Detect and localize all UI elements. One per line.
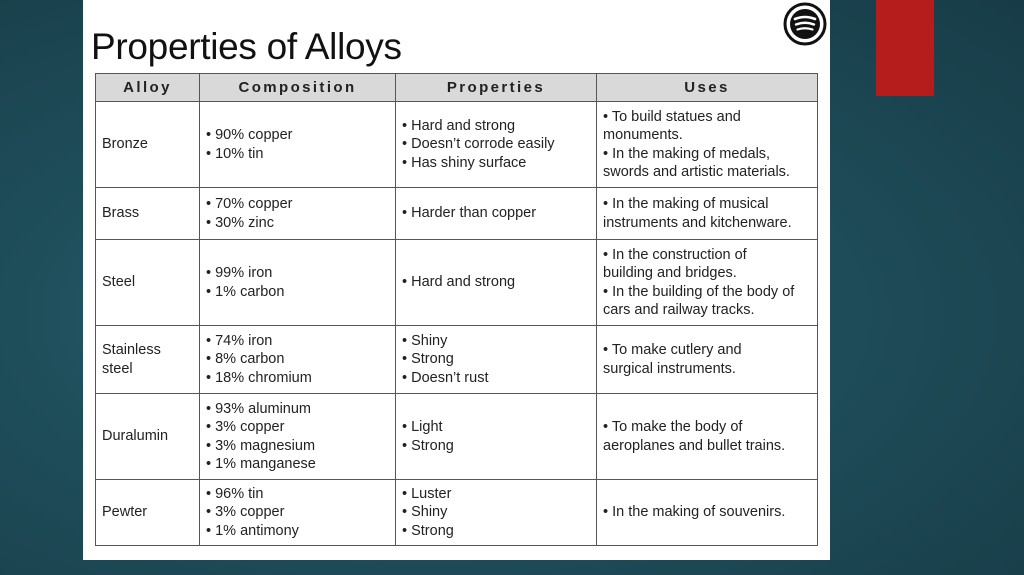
cell-uses bbox=[597, 102, 818, 188]
cell-properties bbox=[396, 480, 597, 546]
properties-line: • Doesn’t rust bbox=[402, 369, 489, 386]
composition-line: • 8% carbon bbox=[206, 351, 285, 368]
composition-line: • 18% chromium bbox=[206, 369, 312, 386]
uses-line: cars and railway tracks. bbox=[603, 302, 755, 318]
cell-composition bbox=[200, 394, 396, 480]
cell-uses bbox=[597, 480, 818, 546]
composition-line: • 3% magnesium bbox=[206, 437, 316, 454]
uses-line: • To make the body of bbox=[603, 419, 743, 435]
table-row bbox=[96, 188, 818, 240]
composition-line: • 93% aluminum bbox=[206, 400, 312, 417]
properties-line: • Strong bbox=[402, 437, 454, 454]
cell-properties bbox=[396, 188, 597, 240]
properties-line: • Hard and strong bbox=[402, 117, 516, 134]
cell-uses bbox=[597, 240, 818, 326]
cell-properties bbox=[396, 394, 597, 480]
composition-line: • 30% zinc bbox=[206, 214, 274, 231]
composition-line: • 10% tin bbox=[206, 145, 264, 162]
uses-line: building and bridges. bbox=[603, 265, 737, 281]
table-row bbox=[96, 240, 818, 326]
composition-line: • 90% copper bbox=[206, 127, 293, 143]
cell-alloy bbox=[96, 326, 200, 394]
cell-uses bbox=[597, 394, 818, 480]
red-accent-tab bbox=[876, 0, 934, 96]
alloy-line: Brass bbox=[102, 205, 140, 222]
properties-line: • Shiny bbox=[402, 332, 448, 349]
uses-line: • To build statues and bbox=[603, 108, 741, 125]
cell-alloy bbox=[96, 480, 200, 546]
alloy-line: Pewter bbox=[102, 504, 148, 521]
properties-line: • Doesn’t corrode easily bbox=[402, 136, 555, 153]
cell-composition bbox=[200, 326, 396, 394]
header-properties: Properties bbox=[396, 74, 597, 102]
cell-composition bbox=[200, 188, 396, 240]
cell-composition bbox=[200, 240, 396, 326]
cell-composition bbox=[200, 102, 396, 188]
table-row bbox=[96, 326, 818, 394]
properties-line: • Strong bbox=[402, 351, 454, 368]
uses-line: • In the making of medals, bbox=[603, 145, 771, 162]
table-row bbox=[96, 480, 818, 546]
header-uses: Uses bbox=[597, 74, 818, 102]
properties-line: • Has shiny surface bbox=[402, 154, 527, 171]
cell-uses bbox=[597, 326, 818, 394]
uses-line: monuments. bbox=[603, 127, 683, 143]
table-row bbox=[96, 102, 818, 188]
slide-title: Properties of Alloys bbox=[91, 26, 402, 67]
alloy-line: Steel bbox=[102, 274, 136, 291]
uses-line: • In the making of musical bbox=[603, 196, 769, 212]
uses-line: surgical instruments. bbox=[603, 360, 736, 377]
uses-line: • In the building of the body of bbox=[603, 283, 795, 300]
uses-line: aeroplanes and bullet trains. bbox=[603, 437, 786, 454]
cell-alloy bbox=[96, 240, 200, 326]
uses-line: • In the construction of bbox=[603, 246, 747, 263]
composition-line: • 96% tin bbox=[206, 485, 264, 502]
header-composition: Composition bbox=[200, 74, 396, 102]
cell-uses bbox=[597, 188, 818, 240]
cell-properties bbox=[396, 240, 597, 326]
table-header-row bbox=[96, 74, 818, 102]
table-row bbox=[96, 394, 818, 480]
properties-line: • Luster bbox=[402, 485, 452, 502]
properties-line: • Harder than copper bbox=[402, 205, 537, 222]
composition-line: • 74% iron bbox=[206, 332, 273, 349]
uses-line: • To make cutlery and bbox=[603, 342, 742, 358]
composition-line: • 1% antimony bbox=[206, 522, 299, 539]
header-alloy: Alloy bbox=[96, 74, 200, 102]
alloy-line: Duralumin bbox=[102, 428, 169, 445]
alloys-table bbox=[95, 73, 818, 546]
properties-line: • Strong bbox=[402, 522, 454, 539]
cell-properties bbox=[396, 102, 597, 188]
composition-line: • 1% manganese bbox=[206, 456, 316, 472]
slide bbox=[83, 0, 830, 560]
cell-alloy bbox=[96, 102, 200, 188]
cell-alloy bbox=[96, 188, 200, 240]
composition-line: • 1% carbon bbox=[206, 283, 285, 300]
composition-line: • 70% copper bbox=[206, 196, 293, 212]
alloy-line: steel bbox=[102, 360, 133, 377]
properties-line: • Light bbox=[402, 419, 443, 435]
cell-composition bbox=[200, 480, 396, 546]
composition-line: • 3% copper bbox=[206, 419, 285, 435]
alloy-line: Stainless bbox=[102, 342, 161, 358]
composition-line: • 3% copper bbox=[206, 504, 285, 521]
cell-properties bbox=[396, 326, 597, 394]
uses-line: swords and artistic materials. bbox=[603, 164, 790, 180]
uses-line: • In the making of souvenirs. bbox=[603, 504, 786, 521]
uses-line: instruments and kitchenware. bbox=[603, 214, 792, 231]
podcast-logo-icon bbox=[783, 2, 827, 46]
composition-line: • 99% iron bbox=[206, 265, 273, 281]
cell-alloy bbox=[96, 394, 200, 480]
properties-line: • Hard and strong bbox=[402, 274, 516, 291]
properties-line: • Shiny bbox=[402, 504, 448, 521]
alloy-line: Bronze bbox=[102, 136, 148, 153]
